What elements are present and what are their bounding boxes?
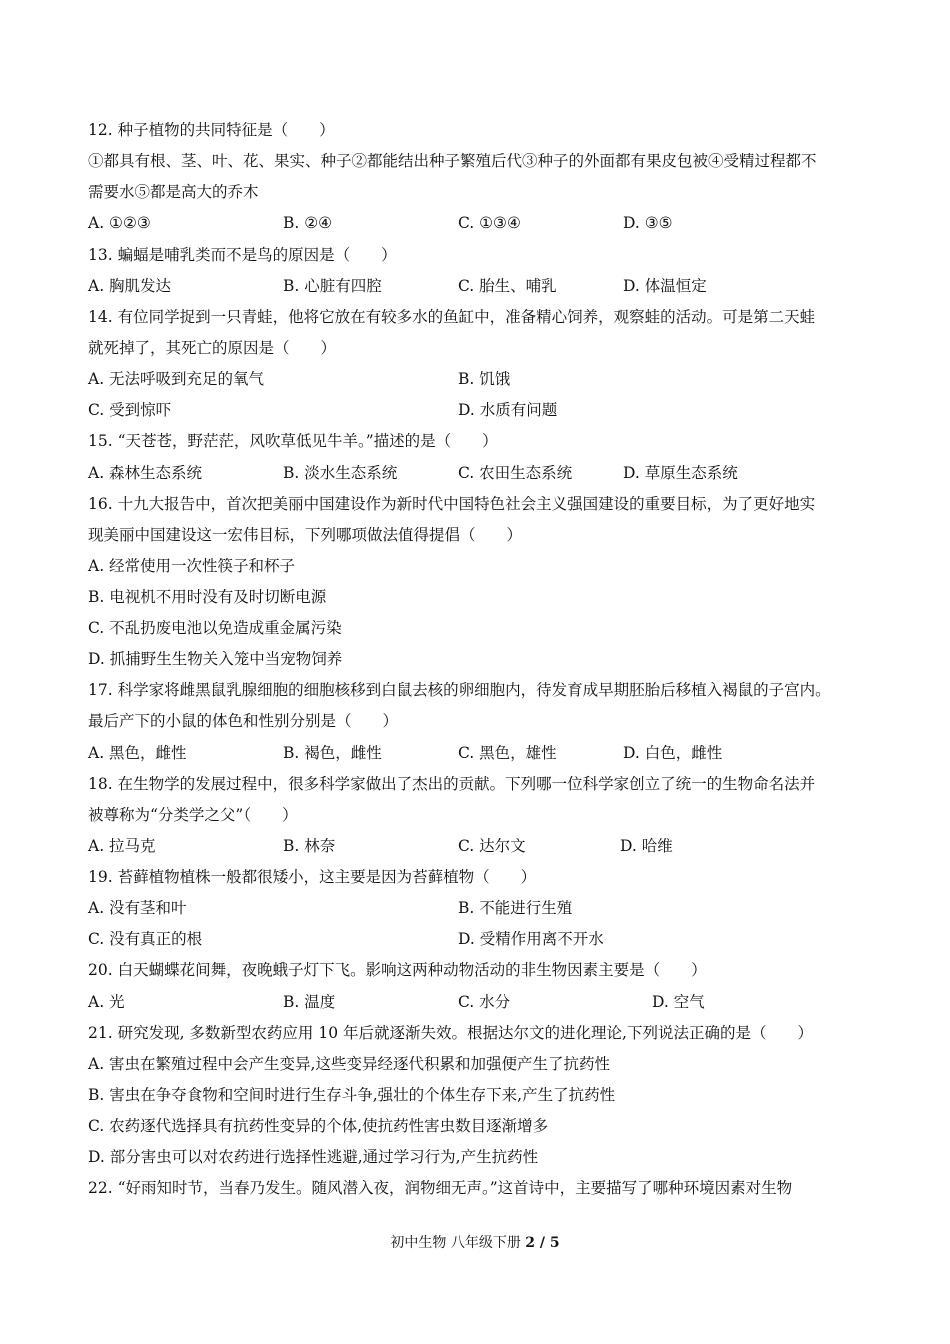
q12-option-d: D. ③⑤ [623, 214, 673, 232]
q21-option-c: C. 农药逐代选择具有抗药性变异的个体,使抗药性害虫数目逐渐增多 [88, 1117, 549, 1135]
page-number: 2 / 5 [525, 1235, 560, 1251]
q19-option-b: B. 不能进行生殖 [458, 899, 573, 917]
q18-text-line2: 被尊称为“分类学之父”（ ） [88, 806, 298, 824]
q13-option-c: C. 胎生、哺乳 [458, 277, 557, 295]
q13-option-d: D. 体温恒定 [623, 277, 707, 295]
q14-option-c: C. 受到惊吓 [88, 401, 172, 419]
q14-option-b: B. 饥饿 [458, 370, 511, 388]
q21-option-d: D. 部分害虫可以对农药进行选择性逃避,通过学习行为,产生抗药性 [88, 1148, 539, 1166]
q15-stem: 15. “天苍苍，野茫茫，风吹草低见牛羊。”描述的是（ ） [88, 432, 498, 450]
q13-stem: 13. 蝙蝠是哺乳类而不是鸟的原因是（ ） [88, 246, 397, 264]
q14-stem: 14. 有位同学捉到一只青蛙，他将它放在有较多水的鱼缸中，准备精心饲养，观察蛙的活动。可是第二天蛙 [88, 308, 816, 326]
q14-option-a: A. 无法呼吸到充足的氧气 [88, 370, 265, 388]
q21-stem: 21. 研究发现, 多数新型农药应用 10 年后就逐渐失效。根据达尔文的进化理论,下列说法正确的是（ ） [88, 1024, 813, 1042]
q16-text-line2: 现美丽中国建设这一宏伟目标，下列哪项做法值得提倡（ ） [88, 526, 523, 544]
q13-option-b: B. 心脏有四腔 [283, 277, 382, 295]
q21-option-b: B. 害虫在争夺食物和空间时进行生存斗争,强壮的个体生存下来,产生了抗药性 [88, 1086, 616, 1104]
q16-option-a: A. 经常使用一次性筷子和杯子 [88, 557, 296, 575]
q14-text-line2: 就死掉了，其死亡的原因是（ ） [88, 339, 337, 357]
q15-option-d: D. 草原生态系统 [623, 464, 738, 482]
q19-stem: 19. 苔藓植物植株一般都很矮小，这主要是因为苔藓植物（ ） [88, 868, 537, 886]
q15-option-b: B. 淡水生态系统 [283, 464, 398, 482]
q16-option-d: D. 抓捕野生生物关入笼中当宠物饲养 [88, 650, 343, 668]
footer-course-label: 初中生物 八年级下册 [390, 1235, 521, 1251]
q19-option-c: C. 没有真正的根 [88, 930, 203, 948]
q21-option-a: A. 害虫在繁殖过程中会产生变异,这些变异经逐代积累和加强便产生了抗药性 [88, 1055, 610, 1073]
q12-stem: 12. 种子植物的共同特征是（ ） [88, 121, 335, 139]
q18-option-c: C. 达尔文 [458, 837, 526, 855]
q19-option-d: D. 受精作用离不开水 [458, 930, 604, 948]
q16-option-c: C. 不乱扔废电池以免造成重金属污染 [88, 619, 342, 637]
q20-option-a: A. 光 [88, 993, 125, 1011]
q18-option-d: D. 哈维 [620, 837, 673, 855]
q20-option-b: B. 温度 [283, 993, 336, 1011]
q17-option-a: A. 黑色，雌性 [88, 744, 187, 762]
q12-option-c: C. ①③④ [458, 214, 521, 232]
q17-option-d: D. 白色，雌性 [623, 744, 723, 762]
q20-option-c: C. 水分 [458, 993, 511, 1011]
q12-text-line2: ①都具有根、茎、叶、花、果实、种子②都能结出种子繁殖后代③种子的外面都有果皮包被④受精过程都不 [88, 152, 817, 170]
q19-option-a: A. 没有茎和叶 [88, 899, 187, 917]
q20-stem: 20. 白天蝴蝶花间舞，夜晚蛾子灯下飞。影响这两种动物活动的非生物因素主要是（ ） [88, 961, 707, 979]
q18-stem: 18. 在生物学的发展过程中，很多科学家做出了杰出的贡献。下列哪一位科学家创立了统一的生物命名法并 [88, 775, 816, 793]
q18-option-a: A. 拉马克 [88, 837, 156, 855]
q17-option-c: C. 黑色，雄性 [458, 744, 557, 762]
q22-stem: 22. “好雨知时节，当春乃发生。随风潜入夜，润物细无声。”这首诗中，主要描写了哪种环境因素对生物 [88, 1179, 793, 1197]
q17-text-line2: 最后产下的小鼠的体色和性别分别是（ ） [88, 712, 399, 730]
q12-option-b: B. ②④ [283, 214, 333, 232]
q15-option-a: A. 森林生态系统 [88, 464, 203, 482]
q12-option-a: A. ①②③ [88, 214, 151, 232]
q16-stem: 16. 十九大报告中，首次把美丽中国建设作为新时代中国特色社会主义强国建设的重要目标，为了更好地实 [88, 495, 816, 513]
q17-stem: 17. 科学家将雌黑鼠乳腺细胞的细胞核移到白鼠去核的卵细胞内，待发育成早期胚胎后移植入褐鼠的子宫内。 [88, 681, 831, 699]
q16-option-b: B. 电视机不用时没有及时切断电源 [88, 588, 327, 606]
q20-option-d: D. 空气 [652, 993, 705, 1011]
q18-option-b: B. 林奈 [283, 837, 336, 855]
q13-option-a: A. 胸肌发达 [88, 277, 172, 295]
q12-text-line3: 需要水⑤都是高大的乔木 [88, 183, 259, 201]
q14-option-d: D. 水质有问题 [458, 401, 558, 419]
q17-option-b: B. 褐色，雌性 [283, 744, 382, 762]
q15-option-c: C. 农田生态系统 [458, 464, 573, 482]
page-footer [0, 1233, 950, 1253]
